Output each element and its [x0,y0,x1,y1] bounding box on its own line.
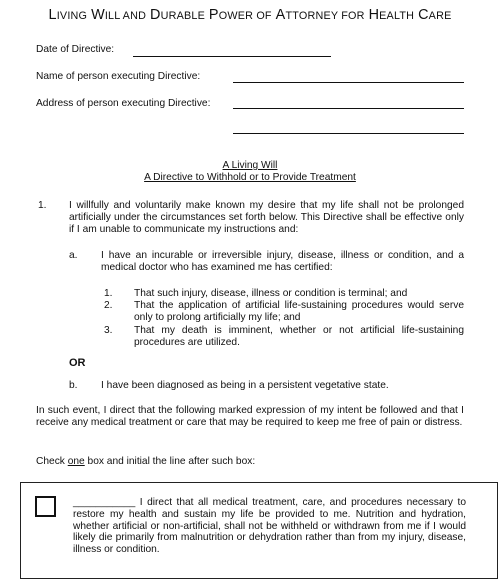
check-instruction-after: box and initial the line after such box: [84,456,256,467]
item-b-letter: b. [69,380,78,391]
item-a-text: I have an incurable or irreversible injury, disease, illness or condition, and a medical doctor who has examined me has certified: [101,250,464,273]
in-such-event-paragraph: In such event, I direct that the following marked expression of my intent be followed and that I receive any medical treatment or care that may be required to keep me free of pain or distress. [36,405,464,428]
item-b-text: I have been diagnosed as being in a persistent vegetative state. [101,380,389,391]
section-heading [0,160,500,183]
check-instruction [36,456,255,467]
heading-line-1: A Living Will [222,160,278,171]
option-1-checkbox[interactable] [35,496,56,517]
subitem-3-text: That my death is imminent, whether or not artificial life-sustaining procedures are utilized. [134,325,464,348]
option-1-text [73,497,466,556]
or-label: OR [69,357,86,369]
section-1-text: I willfully and voluntarily make known my desire that my life shall not be prolonged artificially under the circumstances set forth below. This Directive shall be effective only if I am unable to communicate my instructions and: [69,200,464,235]
check-instruction-before: Check [36,456,68,467]
subitem-1-number: 1. [104,288,113,299]
subitem-3-number: 3. [104,325,113,336]
address-field-line-1[interactable] [233,108,464,109]
item-a-letter: a. [69,250,78,261]
name-field[interactable] [233,82,464,83]
section-1-number: 1. [38,200,47,211]
document-title: LIVING WILL AND DURABLE POWER OF ATTORNEY FOR HEALTH CARE [48,7,452,23]
date-label: Date of Directive: [36,44,115,55]
subitem-2-text: That the application of artificial life-sustaining procedures would serve only to prolong artificially my life; and [134,300,464,323]
option-1-initial-line[interactable]: ___________ [73,497,136,508]
address-label: Address of person executing Directive: [36,98,211,109]
subitem-1-text: That such injury, disease, illness or condition is terminal; and [134,288,408,299]
check-instruction-one: one [67,456,85,467]
date-field[interactable] [133,56,331,57]
heading-line-2: A Directive to Withhold or to Provide Treatment [144,172,356,183]
subitem-2-number: 2. [104,300,113,311]
option-1-statement: I direct that all medical treatment, care, and procedures necessary to restore my health and sustain my life be provided to me. Nutrition and hydration, whether artificial or non-artificial, shall not be withheld or withdrawn from me if I would likely die primarily from malnutrition or dehydration rather than from my injury, disease, illness or condition. [73,497,466,556]
address-field-line-2[interactable] [233,133,464,134]
name-label: Name of person executing Directive: [36,71,201,82]
